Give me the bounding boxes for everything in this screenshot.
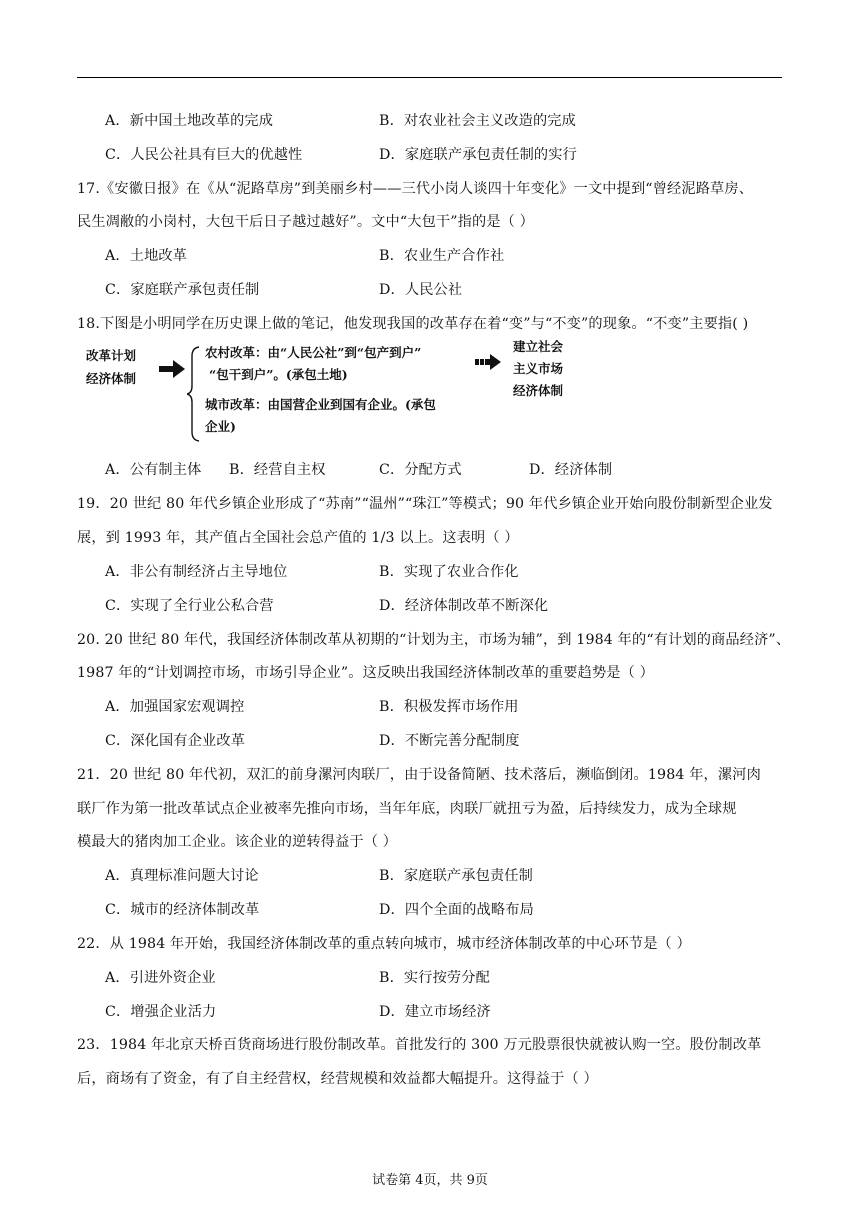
q19-option-c[interactable]: C．实现了全行业公私合营 xyxy=(105,598,274,614)
q17-option-d[interactable]: D．人民公社 xyxy=(379,282,463,298)
q17-stem-line2: 民生凋敝的小岗村，大包干后日子越过越好”。文中“大包干”指的是（ ） xyxy=(77,214,534,230)
q21-stem-line2: 联厂作为第一批改革试点企业被率先推向市场，当年年底，肉联厂就扭亏为盈，后持续发力，成为全球规 xyxy=(77,801,737,817)
q18-option-a[interactable]: A．公有制主体 xyxy=(105,462,202,478)
diagram-right-line1: 建立社会 xyxy=(513,339,564,354)
q20-option-c[interactable]: C．深化国有企业改革 xyxy=(105,733,246,749)
q20-option-a[interactable]: A．加强国家宏观调控 xyxy=(105,699,245,715)
q21-stem-line3: 模最大的猪肉加工企业。该企业的逆转得益于（ ） xyxy=(77,834,398,850)
q19-stem-line1: 19．20 世纪 80 年代乡镇企业形成了“苏南”“温州”“珠江”等模式；90 年代乡镇企业开始向股份制新型企业发 xyxy=(77,496,773,512)
diagram-rural-line1: 农村改革：由“人民公社”到“包产到户” xyxy=(205,345,422,360)
brace-icon xyxy=(187,346,201,442)
diagram-urban-line1: 城市改革：由国营企业到国有企业。(承包 xyxy=(205,397,436,412)
q17-option-a[interactable]: A．土地改革 xyxy=(105,248,188,264)
q22-option-a[interactable]: A．引进外资企业 xyxy=(105,970,216,986)
q18-option-b[interactable]: B．经营自主权 xyxy=(229,462,326,478)
q16-option-c[interactable]: C．人民公社具有巨大的优越性 xyxy=(105,147,303,163)
q17-stem-line1: 17.《安徽日报》在《从“泥路草房”到美丽乡村——三代小岗人谈四十年变化》一文中提到“曾经泥路草房、 xyxy=(77,181,754,197)
q18-option-c[interactable]: C．分配方式 xyxy=(379,462,462,478)
q16-option-a[interactable]: A．新中国土地改革的完成 xyxy=(105,113,274,129)
q23-stem-line2: 后，商场有了资金，有了自主经营权，经营规模和效益都大幅提升。这得益于（ ） xyxy=(77,1071,598,1087)
diagram-rural-line2: “包干到户”。(承包土地) xyxy=(209,367,348,382)
q19-option-a[interactable]: A．非公有制经济占主导地位 xyxy=(105,564,288,580)
q21-option-d[interactable]: D．四个全面的战略布局 xyxy=(379,902,534,918)
q21-stem-line1: 21．20 世纪 80 年代初，双汇的前身漯河肉联厂，由于设备简陋、技术落后，濒临倒闭。1984 年，漯河肉 xyxy=(77,767,761,783)
q21-option-c[interactable]: C．城市的经济体制改革 xyxy=(105,902,260,918)
q20-stem-line2: 1987 年的“计划调控市场，市场引导企业”。这反映出我国经济体制改革的重要趋势是（ ） xyxy=(77,665,654,681)
diagram-left-line2: 经济体制 xyxy=(86,371,137,386)
q22-option-d[interactable]: D．建立市场经济 xyxy=(379,1004,491,1020)
page-footer: 试卷第 4页，共 9页 xyxy=(372,1173,488,1188)
diagram-left-line1: 改革计划 xyxy=(86,348,137,363)
header-rule xyxy=(77,77,782,78)
q16-option-d[interactable]: D．家庭联产承包责任制的实行 xyxy=(379,147,577,163)
diagram-urban-line2: 企业) xyxy=(205,419,236,434)
q19-stem-line2: 展，到 1993 年，其产值占全国社会总产值的 1/3 以上。这表明（ ） xyxy=(77,530,519,546)
q18-stem-line1: 18.下图是小明同学在历史课上做的笔记，他发现我国的改革存在着“变”与“不变”的现象。“不变”主要指( ) xyxy=(77,316,749,332)
q22-stem-line1: 22．从 1984 年开始，我国经济体制改革的重点转向城市，城市经济体制改革的中心环节是（ ） xyxy=(77,936,691,952)
arrow-right-icon xyxy=(159,358,185,380)
q17-option-b[interactable]: B．农业生产合作社 xyxy=(379,248,505,264)
q16-option-b[interactable]: B．对农业社会主义改造的完成 xyxy=(379,113,576,129)
q19-option-b[interactable]: B．实现了农业合作化 xyxy=(379,564,519,580)
q17-option-c[interactable]: C．家庭联产承包责任制 xyxy=(105,282,260,298)
arrow-right-icon-2 xyxy=(475,352,501,372)
q20-option-b[interactable]: B．积极发挥市场作用 xyxy=(379,699,519,715)
q18-option-d[interactable]: D．经济体制 xyxy=(529,462,613,478)
q22-option-c[interactable]: C．增强企业活力 xyxy=(105,1004,217,1020)
diagram-right-line3: 经济体制 xyxy=(513,383,564,398)
q20-option-d[interactable]: D．不断完善分配制度 xyxy=(379,733,520,749)
q23-stem-line1: 23．1984 年北京天桥百货商场进行股份制改革。首批发行的 300 万元股票很快就被认购一空。股份制改革 xyxy=(77,1037,762,1053)
q21-option-a[interactable]: A．真理标准问题大讨论 xyxy=(105,868,259,884)
q22-option-b[interactable]: B．实行按劳分配 xyxy=(379,970,490,986)
reform-notes-diagram xyxy=(77,339,597,452)
q21-option-b[interactable]: B．家庭联产承包责任制 xyxy=(379,868,533,884)
diagram-right-line2: 主义市场 xyxy=(513,361,564,376)
q20-stem-line1: 20. 20 世纪 80 年代，我国经济体制改革从初期的“计划为主，市场为辅”，到 1984 年的“有计划的商品经济”、 xyxy=(77,632,791,648)
q19-option-d[interactable]: D．经济体制改革不断深化 xyxy=(379,598,549,614)
